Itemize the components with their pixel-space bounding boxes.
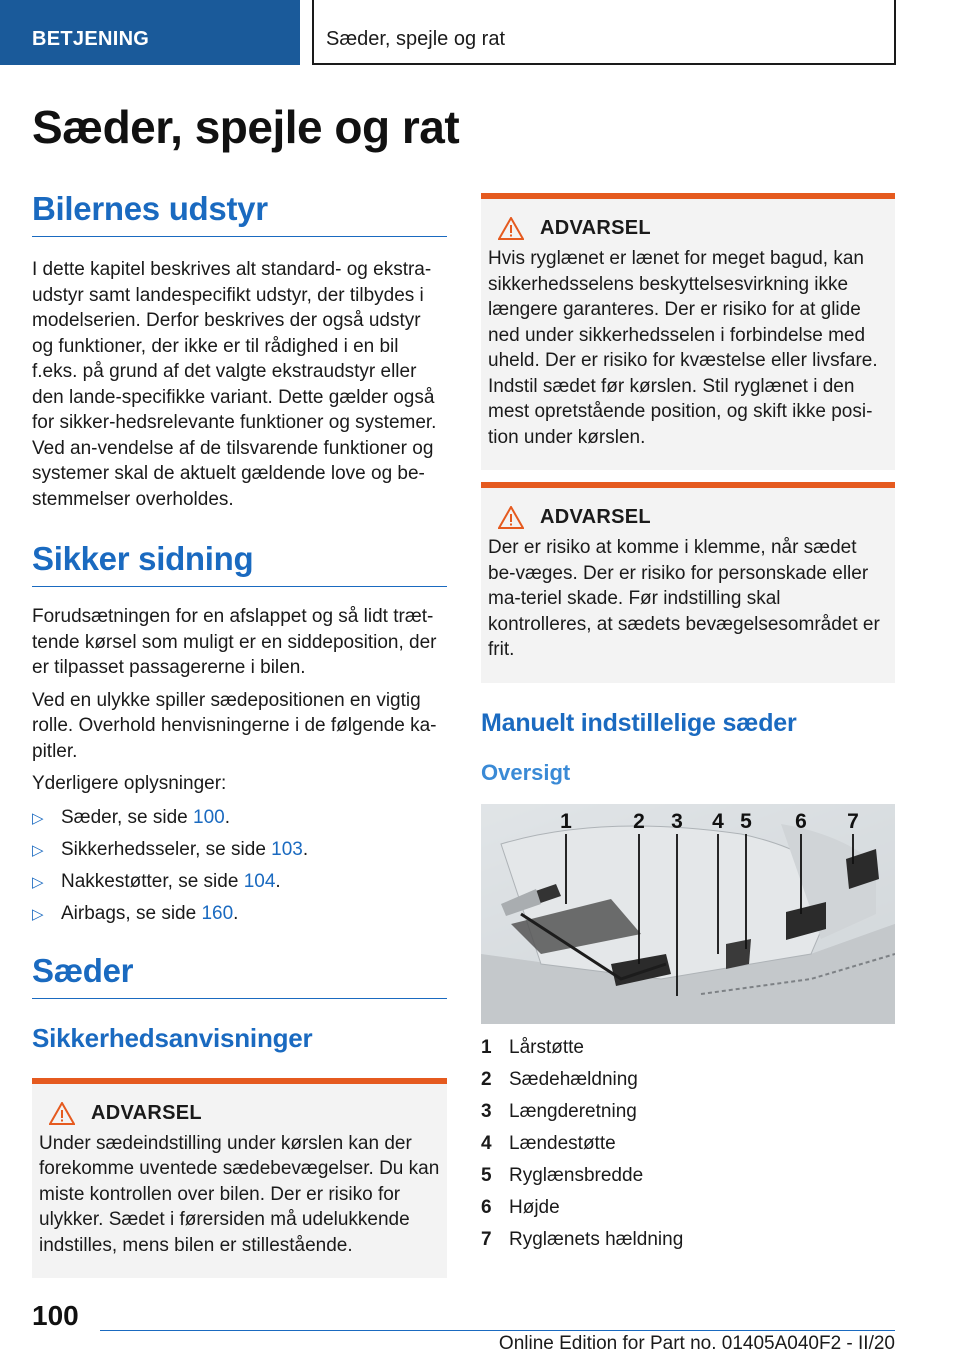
heading-oversigt: Oversigt [481,759,571,785]
bullet-triangle-icon: ▷ [32,841,44,859]
seat-controls-photo [481,804,895,1024]
list-item: ▷ Nakkestøtter, se side 104. [32,869,447,894]
footer-divider [100,1330,895,1331]
callout-label: 1 [560,809,572,833]
bullet-triangle-icon: ▷ [32,905,44,923]
callout-label: 2 [633,809,645,833]
heading-sikker-sidning: Sikker sidning [32,540,447,587]
warning-triangle-icon [498,217,524,240]
heading-bilernes-udstyr: Bilernes udstyr [32,190,447,237]
legend-item: 5 Ryglænsbredde [481,1164,644,1186]
warning-title: ADVARSEL [49,1102,440,1125]
legend-list [481,1032,895,1256]
right-column [481,193,895,1256]
legend-item: 4 Lændestøtte [481,1132,616,1154]
reference-list [32,805,447,926]
seat-illustration [481,804,895,1024]
section-tab: BETJENING [0,0,300,65]
edition-note: Online Edition for Part no. 01405A040F2 - II/20 [498,1333,895,1354]
paragraph-sikker-2: Ved en ulykke spiller sædepositionen en vigtig rolle. Overhold henvisningerne i de følgende ka-pitler. [32,689,437,762]
paragraph-bilernes-udstyr: I dette kapitel beskrives alt standard- og ekstra-udstyr samt landespecifikt udstyr, der tilbydes i modelserien. Derfor beskrives der også udstyr og funktioner, der ikke er til rådighed i en bil f.eks. på grund af det valgte ekstraudstyr eller den lande-specifikke variant. Dette gælder også for sikker-hedsrelevante funktioner og systemer. Ved an-vendelse af de tilsvarende funktioner og systemer skal de aktuelt gældende love og be-stemmelser overholdes. [32,259,437,510]
paragraph-sikker-3: Yderligere oplysninger: [32,773,227,794]
legend-item: 6 Højde [481,1196,560,1218]
paragraph-sikker-1: Forudsætningen for en afslappet og så lidt træt-tende kørsel som muligt er en siddeposition, der er tilpasset passagererne i bilen. [32,606,437,678]
page-link[interactable]: 100 [193,806,225,828]
warning-text: Der er risiko at komme i klemme, når sædet be-væges. Der er risiko for personskade eller ma-teriel skade. Før indstilling skal kontrolleres, at sædets bevægelsesområdet er frit. [488,537,880,660]
heading-sikkerhedsanvisninger: Sikkerhedsanvisninger [32,1022,313,1053]
heading-saeder: Sæder [32,952,447,999]
warning-text: Under sædeindstilling under kørslen kan der forekomme uventede sædebevægelser. Du kan miste kontrollen over bilen. Der er risiko for ulykker. Sædet i førersiden må udelukkende indstilles, mens bilen er stillestående. [39,1132,440,1256]
page-link[interactable]: 103 [271,838,303,860]
legend-item: 3 Længderetning [481,1100,637,1122]
callout-label: 6 [795,809,807,833]
warning-box [32,1078,447,1279]
callout-label: 5 [740,809,752,833]
callout-label: 7 [847,809,859,833]
legend-item: 2 Sædehældning [481,1068,638,1090]
legend-item: 7 Ryglænets hældning [481,1228,684,1250]
chapter-header: Sæder, spejle og rat [312,0,896,65]
list-item: ▷ Airbags, se side 160. [32,901,447,926]
warning-triangle-icon [498,506,524,529]
page-link[interactable]: 160 [201,902,234,924]
bullet-triangle-icon: ▷ [32,873,44,891]
warning-title: ADVARSEL [498,217,888,240]
warning-title: ADVARSEL [498,506,888,529]
page-number: 100 [32,1300,79,1331]
page-link[interactable]: 104 [243,870,276,892]
warning-triangle-icon [49,1102,75,1125]
page-title: Sæder, spejle og rat [32,101,460,153]
warning-box [481,193,895,470]
list-item: ▷ Sikkerhedsseler, se side 103. [32,837,447,862]
callout-label: 4 [712,809,724,833]
warning-text: Hvis ryglænet er lænet for meget bagud, kan sikkerhedsselens beskyttelsesvirkning ikke længere garanteres. Der er risiko for at glide ned under sikkerhedsselen i forbindelse med uheld. Der er risiko for kvæstelse eller livsfare. Indstil sædet før kørslen. Stil ryglænet i den mest opretstående position, og skift ikke posi-tion under kørslen. [488,248,878,448]
legend-item: 1 Lårstøtte [481,1036,584,1058]
callout-label: 3 [671,809,683,833]
warning-box [481,482,895,683]
heading-manuelt-indstillelige: Manuelt indstillelige sæder [481,708,797,737]
list-item: ▷ Sæder, se side 100. [32,805,447,830]
bullet-triangle-icon: ▷ [32,809,44,827]
left-column [32,190,447,1278]
